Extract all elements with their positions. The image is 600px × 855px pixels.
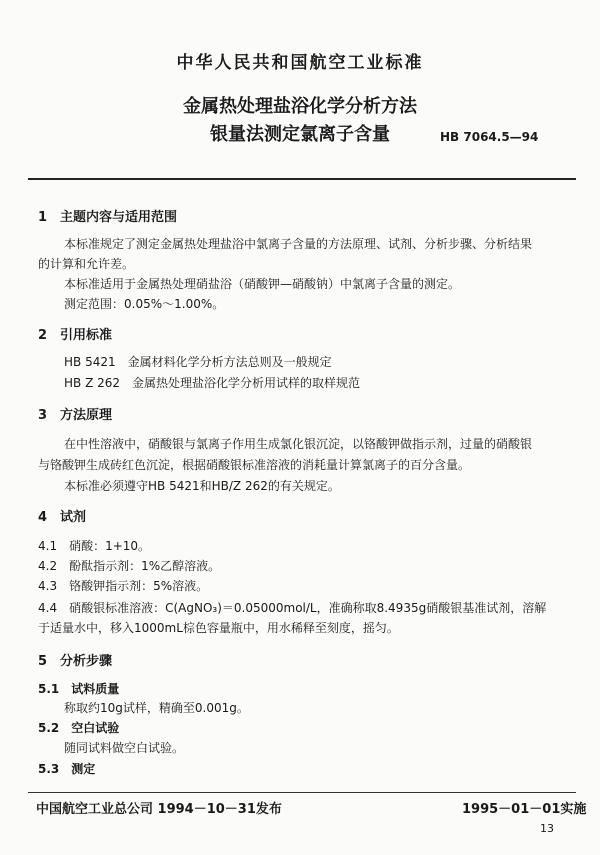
section-1-para1-line1: 本标准规定了测定金属热处理盐浴中氯离子含量的方法原理、试剂、分析步骤、分析结果	[64, 237, 533, 251]
section-1-heading: 1 主题内容与适用范围	[38, 210, 178, 225]
section-1-para3: 测定范围：0.05%～1.00%。	[64, 297, 225, 311]
section-3-para1-line2: 与铬酸钾生成砖红色沉淀，根据硝酸银标准溶液的消耗量计算氯离子的百分含量。	[38, 458, 471, 472]
section-1-para2: 本标准适用于金属热处理硝盐浴（硝酸钾—硝酸钠）中氯离子含量的测定。	[64, 277, 461, 291]
section-3-para2: 本标准必须遵守HB 5421和HB/Z 262的有关规定。	[64, 479, 340, 493]
doc-title-line1: 金属热处理盐浴化学分析方法	[183, 96, 417, 117]
subsection-5-1: 5.1 试料质量	[38, 682, 120, 696]
reagent-4-4-line1: 4.4 硝酸银标准溶液：C(AgNO₃)＝0.05000mol/L，准确称取8.4935g硝酸银基准试剂，溶解	[38, 601, 547, 615]
reagent-4-2: 4.2 酚酞指示剂：1%乙醇溶液。	[38, 559, 221, 573]
reagent-4-4-line2: 于适量水中，移入1000mL棕色容量瓶中，用水稀释至刻度，摇匀。	[38, 621, 399, 635]
reagent-4-3: 4.3 铬酸钾指示剂：5%溶液。	[38, 579, 209, 593]
section-3-heading: 3 方法原理	[38, 408, 113, 423]
section-2-heading: 2 引用标准	[38, 328, 113, 343]
subsection-5-1-text: 称取约10g试样，精确至0.001g。	[64, 701, 249, 715]
section-3-para1-line1: 在中性溶液中，硝酸银与氯离子作用生成氯化银沉淀，以铬酸钾做指示剂，过量的硝酸银	[64, 437, 533, 451]
page-number: 13	[540, 822, 554, 835]
section-1-para1-line2: 的计算和允许差。	[38, 257, 135, 271]
implementation-date: 1995－01－01实施	[462, 802, 587, 817]
reference-hb5421: HB 5421 金属材料化学分析方法总则及一般规定	[64, 355, 332, 369]
section-5-heading: 5 分析步骤	[38, 654, 113, 669]
footer-rule	[28, 792, 576, 793]
section-4-heading: 4 试剂	[38, 510, 87, 525]
reference-hbz262: HB Z 262 金属热处理盐浴化学分析用试样的取样规范	[64, 376, 361, 390]
org-title: 中华人民共和国航空工业标准	[176, 53, 424, 73]
subsection-5-2-text: 随同试料做空白试验。	[64, 741, 185, 755]
doc-title-line2: 银量法测定氯离子含量	[210, 124, 390, 145]
issuer-date: 中国航空工业总公司 1994－10－31发布	[36, 802, 282, 817]
subsection-5-2: 5.2 空白试验	[38, 721, 120, 735]
subsection-5-3: 5.3 测定	[38, 762, 96, 776]
header-rule	[28, 178, 576, 180]
doc-number: HB 7064.5—94	[440, 130, 539, 144]
reagent-4-1: 4.1 硝酸：1+10。	[38, 539, 151, 553]
